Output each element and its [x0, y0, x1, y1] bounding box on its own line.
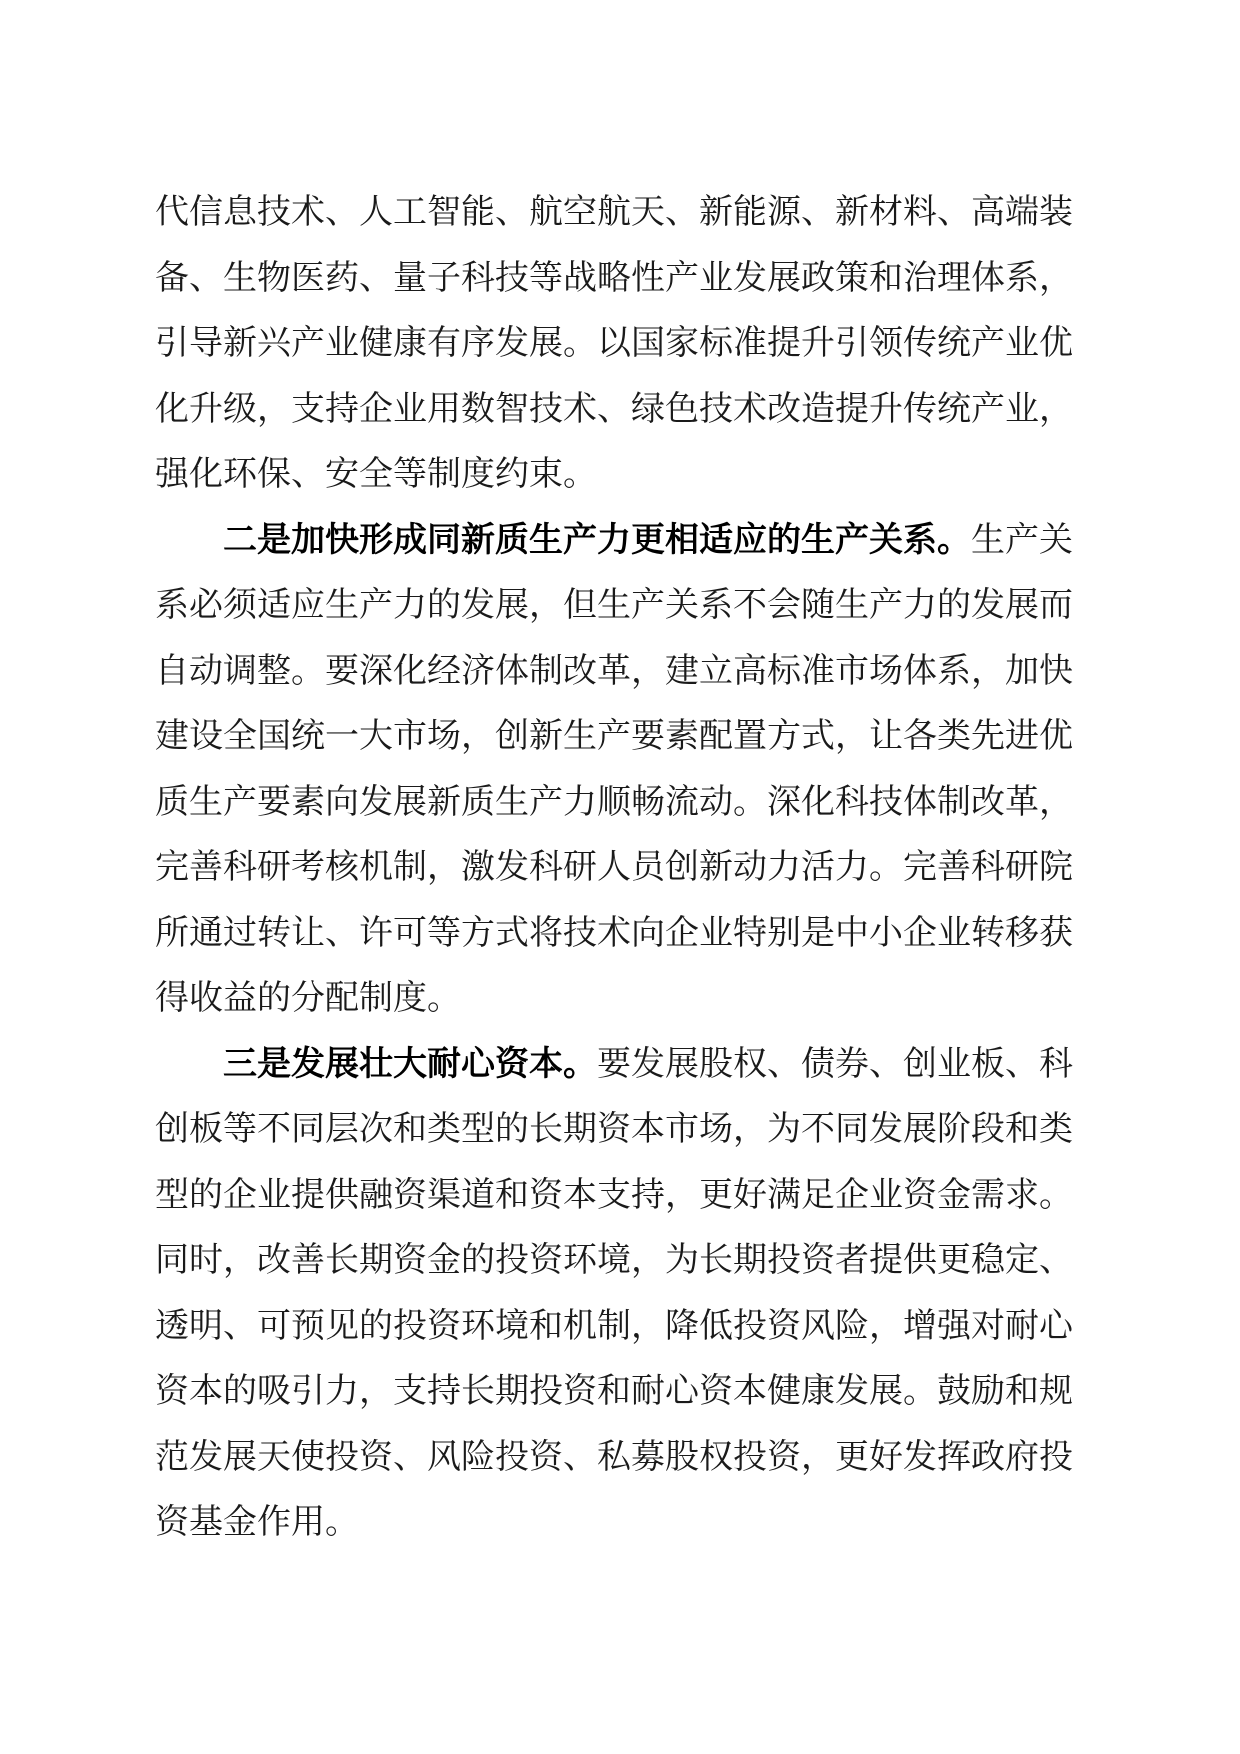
paragraph-heading: 三是发展壮大耐心资本。 — [223, 1043, 597, 1084]
document-body — [155, 180, 1075, 1556]
paragraph-2 — [155, 508, 1075, 1032]
text-line: 创板等不同层次和类型的长期资本市场，为不同发展阶段和类 — [155, 1109, 1073, 1149]
text-line: 建设全国统一大市场，创新生产要素配置方式，让各类先进优 — [155, 716, 1073, 756]
paragraph-3 — [155, 1032, 1075, 1556]
text-line: 透明、可预见的投资环境和机制，降低投资风险，增强对耐心 — [155, 1305, 1073, 1346]
text-line: 化升级，支持企业用数智技术、绿色技术改造提升传统产业， — [155, 388, 1073, 429]
paragraph-1 — [155, 180, 1075, 508]
paragraph-heading: 二是加快形成同新质生产力更相适应的生产关系。 — [223, 519, 971, 560]
text-line: 同时，改善长期资金的投资环境，为长期投资者提供更稳定、 — [155, 1240, 1073, 1280]
paragraph-first-line — [155, 1032, 1075, 1098]
text-line: 范发展天使投资、风险投资、私募股权投资，更好发挥政府投 — [155, 1436, 1073, 1477]
text-line: 资基金作用。 — [155, 1502, 359, 1542]
text-line: 所通过转让、许可等方式将技术向企业特别是中小企业转移获 — [155, 912, 1073, 953]
text-line: 自动调整。要深化经济体制改革，建立高标准市场体系，加快 — [155, 650, 1073, 691]
text-line: 代信息技术、人工智能、航空航天、新能源、新材料、高端装 — [155, 192, 1073, 232]
paragraph-text: 要发展股权、债券、创业板、科 — [597, 1043, 1073, 1084]
text-line: 型的企业提供融资渠道和资本支持，更好满足企业资金需求。 — [155, 1174, 1073, 1215]
text-line: 引导新兴产业健康有序发展。以国家标准提升引领传统产业优 — [155, 323, 1073, 363]
text-line: 质生产要素向发展新质生产力顺畅流动。深化科技体制改革， — [155, 781, 1073, 822]
paragraph-text: 生产关 — [971, 519, 1073, 560]
text-line: 资本的吸引力，支持长期投资和耐心资本健康发展。鼓励和规 — [155, 1371, 1073, 1411]
text-line: 完善科研考核机制，激发科研人员创新动力活力。完善科研院 — [155, 847, 1073, 887]
paragraph-first-line — [155, 508, 1075, 574]
text-line: 强化环保、安全等制度约束。 — [155, 454, 597, 494]
text-line: 得收益的分配制度。 — [155, 978, 461, 1018]
text-line: 备、生物医药、量子科技等战略性产业发展政策和治理体系， — [155, 257, 1073, 298]
text-line: 系必须适应生产力的发展，但生产关系不会随生产力的发展而 — [155, 585, 1073, 625]
